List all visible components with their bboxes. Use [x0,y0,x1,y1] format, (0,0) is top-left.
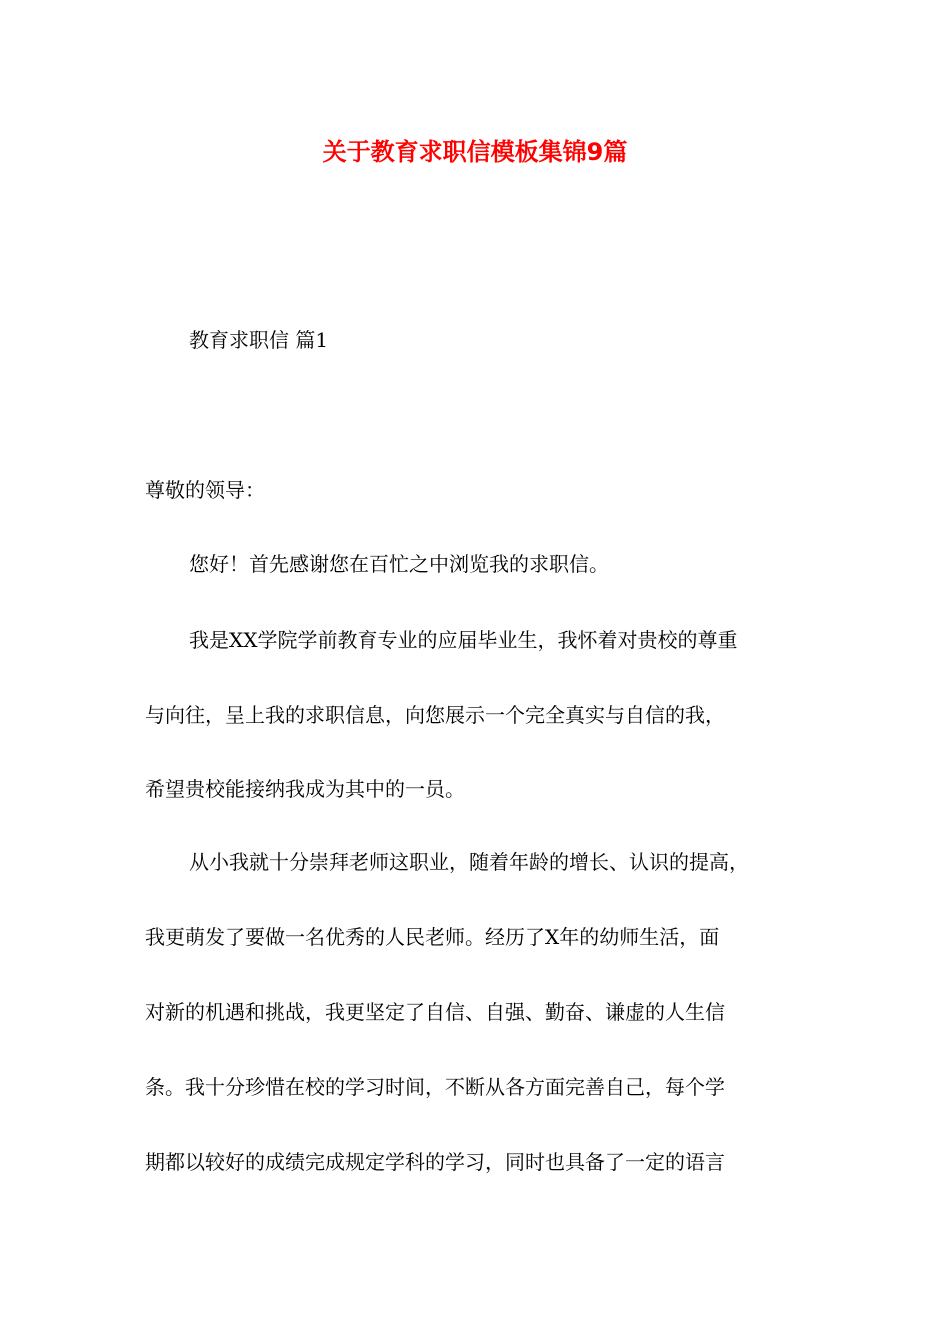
paragraph-line: 对新的机遇和挑战，我更坚定了自信、自强、勤奋、谦虚的人生信 [145,1000,725,1024]
paragraph-line: 我是XX学院学前教育专业的应届毕业生，我怀着对贵校的尊重 [189,628,738,652]
paragraph-line: 条。我十分珍惜在校的学习时间，不断从各方面完善自己，每个学 [145,1075,725,1099]
salutation: 尊敬的领导： [145,478,265,502]
paragraph-line: 您好！首先感谢您在百忙之中浏览我的求职信。 [189,552,609,576]
paragraph-line: 我更萌发了要做一名优秀的人民老师。经历了X年的幼师生活，面 [145,925,720,949]
document-title: 关于教育求职信模板集锦9篇 [322,138,628,166]
paragraph-line: 希望贵校能接纳我成为其中的一员。 [145,777,465,801]
section-heading: 教育求职信 篇1 [189,328,329,352]
paragraph-line: 从小我就十分崇拜老师这职业，随着年龄的增长、认识的提高， [189,850,749,874]
paragraph-line: 与向往，呈上我的求职信息，向您展示一个完全真实与自信的我， [145,703,725,727]
paragraph-line: 期都以较好的成绩完成规定学科的学习，同时也具备了一定的语言 [145,1150,725,1174]
